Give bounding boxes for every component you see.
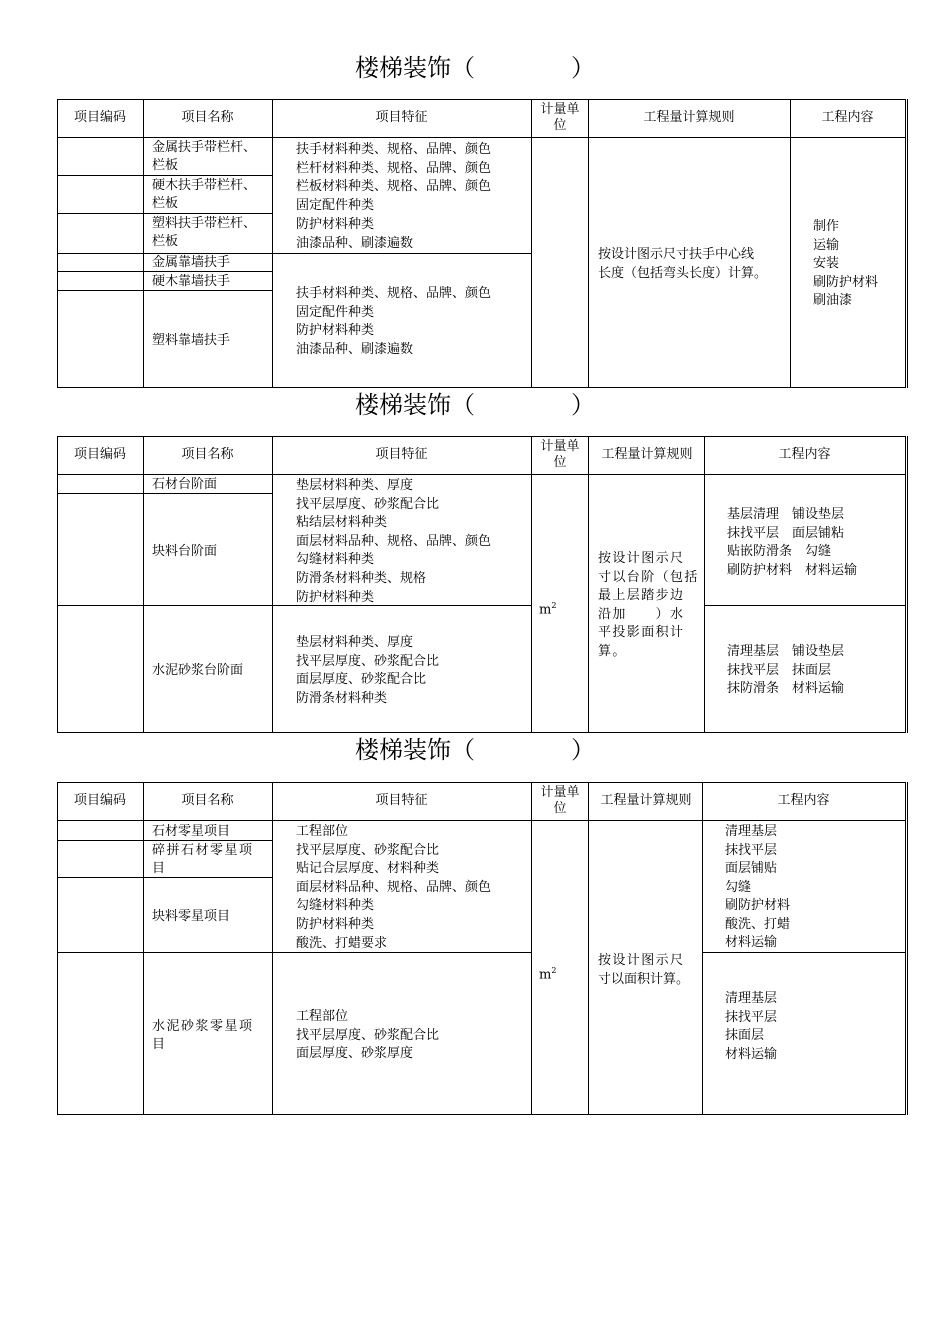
- unit-value: $m^2$: [539, 966, 557, 983]
- work-content: [727, 643, 902, 699]
- rule-line: 长度（包括弯头长度）计算。: [598, 265, 768, 281]
- feature-line: 找平层厚度、砂浆配合比: [296, 1027, 440, 1043]
- section-3-title: 楼梯装饰（ ）: [355, 736, 595, 764]
- content-line: 制作: [813, 219, 840, 234]
- item-name: 硬木靠墙扶手: [152, 274, 231, 289]
- content-line: 刷防护材料 材料运输: [727, 562, 858, 578]
- content-line: 抹防滑条 材料运输: [727, 681, 845, 696]
- item-name: 水泥砂浆台阶面: [152, 663, 244, 678]
- feature-line: 栏板材料种类、规格、品牌、颜色: [296, 179, 492, 195]
- header-content: 工程内容: [821, 110, 874, 125]
- item-name: 块料台阶面: [152, 544, 218, 559]
- rule-line: 最上层踏步边: [598, 588, 685, 603]
- header-code: 项目编码: [73, 110, 126, 125]
- unit-value: $m^2$: [539, 601, 557, 618]
- rule-line: 按设计图示尺: [598, 551, 685, 566]
- content-line: 抹找平层 面层铺粘: [727, 525, 845, 541]
- content-line: 抹面层: [725, 1028, 765, 1043]
- content-line: 材料运输: [725, 935, 778, 950]
- content-line: 基层清理 铺设垫层: [727, 507, 845, 522]
- item-name: 水泥砂浆零星项目: [152, 1019, 254, 1052]
- feature-line: 工程部位: [296, 1009, 349, 1024]
- content-line: 抹找平层: [725, 1009, 778, 1025]
- feature-line: 找平层厚度、砂浆配合比: [296, 842, 440, 858]
- feature-line: 工程部位: [296, 824, 349, 839]
- features-list: [296, 634, 531, 709]
- content-line: 安装: [813, 256, 840, 271]
- content-line: 清理基层: [725, 991, 778, 1006]
- feature-line: 油漆品种、刷漆遍数: [296, 342, 414, 358]
- feature-line: 贴记合层厚度、材料种类: [296, 861, 440, 877]
- feature-line: 扶手材料种类、规格、品牌、颜色: [296, 142, 492, 157]
- rule-line: 寸以台阶（包括: [598, 569, 699, 585]
- work-content: [725, 823, 900, 953]
- feature-line: 扶手材料种类、规格、品牌、颜色: [296, 286, 492, 301]
- item-name: 塑料靠墙扶手: [152, 333, 231, 348]
- rule-line: 算。: [598, 643, 627, 659]
- header-content: 工程内容: [777, 793, 830, 808]
- features-list: [296, 823, 531, 953]
- header-code: 项目编码: [73, 447, 126, 462]
- feature-line: 防滑条材料种类、规格: [296, 570, 427, 586]
- rule-text: [598, 952, 700, 989]
- content-line: 刷防护材料: [725, 898, 791, 913]
- header-unit: 计量单位: [540, 785, 580, 816]
- feature-line: 勾缝材料种类: [296, 552, 375, 568]
- feature-line: 防滑条材料种类: [296, 691, 388, 707]
- feature-line: 面层材料品种、规格、品牌、颜色: [296, 533, 492, 549]
- content-line: 抹找平层: [725, 842, 778, 858]
- header-code: 项目编码: [73, 793, 126, 808]
- rule-line: 按设计图示尺寸扶手中心线: [598, 247, 755, 262]
- feature-line: 固定配件种类: [296, 304, 375, 320]
- feature-line: 防护材料种类: [296, 323, 375, 339]
- header-rule: 工程量计算规则: [601, 447, 693, 462]
- feature-line: 面层厚度、砂浆厚度: [296, 1046, 414, 1062]
- feature-line: 防护材料种类: [296, 589, 375, 605]
- feature-line: 面层材料品种、规格、品牌、颜色: [296, 879, 492, 895]
- header-rule: 工程量计算规则: [600, 793, 692, 808]
- rule-line: 平投影面积计: [598, 625, 685, 640]
- header-unit: 计量单位: [540, 439, 580, 470]
- feature-line: 酸洗、打蜡要求: [296, 935, 388, 951]
- header-features: 项目特征: [375, 793, 428, 808]
- content-line: 酸洗、打蜡: [725, 916, 791, 932]
- header-features: 项目特征: [375, 447, 428, 462]
- item-name: 塑料扶手带栏杆、栏板: [152, 216, 257, 249]
- section-1-title: 楼梯装饰（ ）: [355, 54, 595, 82]
- item-name: 石材零星项目: [152, 824, 231, 839]
- section-1-table: [57, 99, 906, 388]
- header-name: 项目名称: [181, 447, 234, 462]
- features-list: [296, 141, 531, 253]
- feature-line: 栏杆材料种类、规格、品牌、颜色: [296, 160, 492, 176]
- section-3-table: [57, 782, 906, 1115]
- content-line: 勾缝: [725, 879, 752, 895]
- content-line: 运输: [813, 237, 840, 253]
- content-line: 清理基层 铺设垫层: [727, 644, 845, 659]
- feature-line: 粘结层材料种类: [296, 515, 388, 531]
- item-name: 石材台阶面: [152, 477, 218, 492]
- section-2-title: 楼梯装饰（ ）: [355, 391, 595, 419]
- header-unit: 计量单位: [540, 102, 580, 133]
- feature-line: 垫层材料种类、厚度: [296, 635, 414, 650]
- header-name: 项目名称: [181, 793, 234, 808]
- feature-line: 油漆品种、刷漆遍数: [296, 235, 414, 251]
- work-content: [813, 218, 903, 311]
- content-line: 刷油漆: [813, 293, 853, 308]
- feature-line: 垫层材料种类、厚度: [296, 478, 414, 493]
- rule-line: 按设计图示尺: [598, 953, 685, 968]
- feature-line: 找平层厚度、砂浆配合比: [296, 653, 440, 669]
- item-name: 金属靠墙扶手: [152, 255, 231, 270]
- features-list: [296, 477, 531, 607]
- feature-line: 勾缝材料种类: [296, 898, 375, 914]
- section-2-table: [57, 436, 906, 733]
- rule-line: 沿加 ）水: [598, 606, 685, 622]
- item-name: 块料零星项目: [152, 909, 231, 924]
- item-name: 碎拼石材零星项目: [152, 843, 254, 876]
- header-features: 项目特征: [375, 110, 428, 125]
- work-content: [727, 506, 902, 580]
- header-rule: 工程量计算规则: [643, 110, 735, 125]
- feature-line: 固定配件种类: [296, 198, 375, 214]
- item-name: 硬木扶手带栏杆、栏板: [152, 178, 257, 211]
- work-content: [725, 990, 900, 1064]
- rule-line: 寸以面积计算。: [598, 971, 690, 987]
- features-list: [296, 285, 531, 360]
- content-line: 贴嵌防滑条 勾缝: [727, 544, 832, 559]
- content-line: 面层铺贴: [725, 861, 778, 876]
- content-line: 清理基层: [725, 824, 778, 839]
- rule-text: [598, 246, 788, 283]
- rule-text: [598, 550, 698, 661]
- features-list: [296, 1008, 531, 1064]
- content-line: 刷防护材料: [813, 274, 879, 290]
- feature-line: 面层厚度、砂浆配合比: [296, 672, 427, 688]
- feature-line: 防护材料种类: [296, 216, 375, 232]
- item-name: 金属扶手带栏杆、栏板: [152, 140, 257, 173]
- feature-line: 找平层厚度、砂浆配合比: [296, 496, 440, 512]
- content-line: 抹找平层 抹面层: [727, 662, 832, 678]
- feature-line: 防护材料种类: [296, 916, 375, 932]
- header-content: 工程内容: [778, 447, 831, 462]
- header-name: 项目名称: [181, 110, 234, 125]
- content-line: 材料运输: [725, 1046, 778, 1062]
